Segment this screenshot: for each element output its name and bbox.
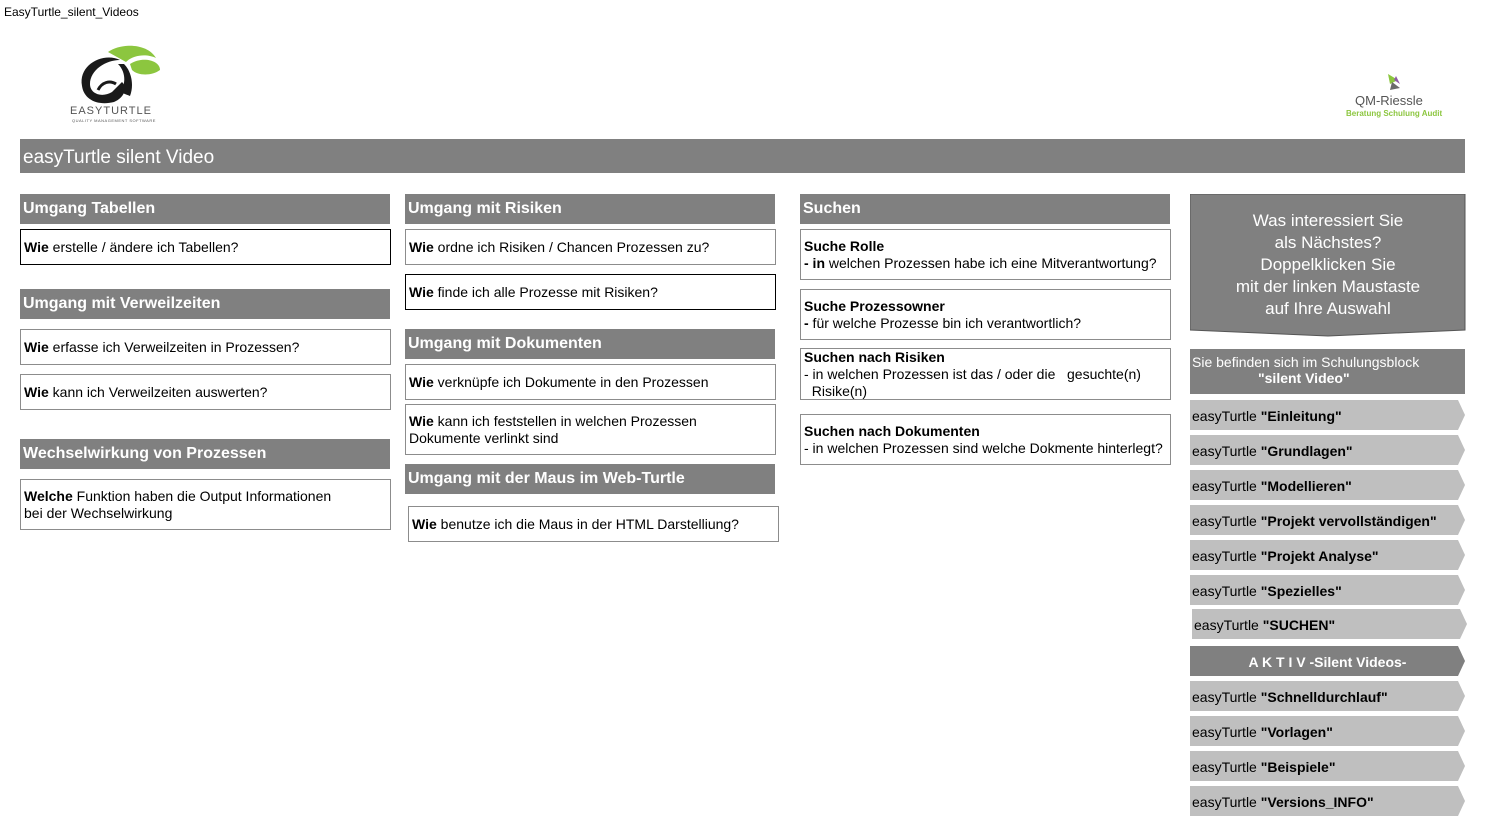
nav-item-prefix: easyTurtle — [1192, 794, 1261, 810]
question-text: verknüpfe ich Dokumente in den Prozessen — [433, 373, 709, 390]
callout-line4: mit der linken Maustaste — [1235, 277, 1421, 296]
nav-item-prefix: easyTurtle — [1192, 478, 1261, 494]
nav-item-title: "Projekt Analyse" — [1260, 548, 1379, 564]
nav-item-prefix: easyTurtle — [1192, 513, 1261, 529]
video-link-maus[interactable] — [408, 506, 779, 542]
video-link-suchen-risiken[interactable] — [800, 348, 1171, 400]
easyturtle-logo-tagline: QUALITY MANAGEMENT SOFTWARE — [72, 118, 156, 123]
current-block-name: "silent Video" — [1258, 370, 1350, 386]
callout-box — [1190, 194, 1466, 337]
nav-item-title: "Schnelldurchlauf" — [1260, 689, 1388, 705]
video-link-dokumente-verknuepfen[interactable] — [405, 364, 776, 400]
nav-item-label — [1190, 540, 1465, 564]
section-umgang-tabellen: Umgang Tabellen — [20, 194, 390, 224]
nav-item-label — [1190, 400, 1465, 424]
nav-item-label — [1190, 751, 1465, 775]
nav-item-title: "Projekt vervollständigen" — [1260, 513, 1437, 529]
question-text: kann ich feststellen in welchen Prozessen — [433, 412, 697, 429]
nav-item-title: "Modellieren" — [1260, 478, 1352, 494]
nav-item-title: "Grundlagen" — [1260, 443, 1353, 459]
video-link-wechselwirkung[interactable] — [20, 479, 391, 530]
nav-item-title: "Versions_INFO" — [1260, 794, 1374, 810]
question-word: Wie — [24, 238, 49, 255]
nav-item-prefix: easyTurtle — [1192, 548, 1261, 564]
question-text: - in welchen Prozessen sind welche Dokmente hinterlegt? — [804, 439, 1163, 456]
easyturtle-logo-text: EASYTURTLE — [70, 105, 152, 117]
question-word: Wie — [409, 238, 434, 255]
question-text: finde ich alle Prozesse mit Risiken? — [433, 283, 658, 300]
nav-einleitung[interactable] — [1190, 400, 1465, 430]
window-title: EasyTurtle_silent_Videos — [4, 5, 139, 19]
video-link-dokumente-feststellen[interactable] — [405, 404, 776, 455]
question-word: Wie — [409, 412, 434, 429]
search-heading: Suche Rolle — [804, 237, 885, 254]
question-text: für welche Prozesse bin ich verantwortlich? — [808, 314, 1082, 331]
nav-item-prefix: easyTurtle — [1192, 689, 1261, 705]
nav-item-label — [1190, 470, 1465, 494]
question-word: - in — [804, 254, 825, 271]
section-umgang-dokumenten: Umgang mit Dokumenten — [405, 329, 775, 359]
current-block-text: Sie befinden sich im Schulungsblock — [1192, 354, 1420, 370]
page-title-banner: easyTurtle silent Video — [20, 139, 1465, 173]
qm-logo-tagline: Beratung Schulung Audit — [1346, 109, 1443, 118]
nav-item-prefix: easyTurtle — [1192, 583, 1261, 599]
video-link-risiken-finden[interactable] — [405, 274, 776, 310]
question-word: Wie — [24, 338, 49, 355]
nav-item-prefix: easyTurtle — [1192, 408, 1261, 424]
section-umgang-maus: Umgang mit der Maus im Web-Turtle — [405, 464, 775, 494]
question-word: Wie — [24, 383, 49, 400]
question-text: Funktion haben die Output Informationen — [72, 487, 332, 504]
nav-projekt-analyse[interactable] — [1190, 540, 1465, 570]
video-link-verweilzeiten-erfassen[interactable] — [20, 329, 391, 365]
video-link-risiken-zuordnen[interactable] — [405, 229, 776, 265]
nav-item-title: "Einleitung" — [1260, 408, 1342, 424]
question-word: - — [804, 314, 809, 331]
question-text: erfasse ich Verweilzeiten in Prozessen? — [48, 338, 300, 355]
question-text: erstelle / ändere ich Tabellen? — [48, 238, 239, 255]
section-suchen: Suchen — [800, 194, 1170, 224]
nav-versions-info[interactable] — [1190, 786, 1465, 816]
question-word: Wie — [412, 515, 437, 532]
search-heading: Suche Prozessowner — [804, 297, 945, 314]
nav-item-prefix: easyTurtle — [1192, 759, 1261, 775]
qm-riessle-logo — [1344, 70, 1444, 120]
search-heading: Suchen nach Dokumenten — [804, 422, 980, 439]
nav-grundlagen[interactable] — [1190, 435, 1465, 465]
nav-aktiv-silent-videos[interactable] — [1190, 646, 1465, 676]
callout-line3: Doppelklicken Sie — [1260, 255, 1396, 274]
nav-suchen[interactable] — [1192, 609, 1467, 639]
nav-schnelldurchlauf[interactable] — [1190, 681, 1465, 711]
video-link-tabellen[interactable] — [20, 229, 391, 265]
easyturtle-logo — [68, 42, 168, 126]
question-text-line2: bei der Wechselwirkung — [24, 504, 173, 521]
section-umgang-risiken: Umgang mit Risiken — [405, 194, 775, 224]
nav-item-title: "Vorlagen" — [1260, 724, 1333, 740]
question-text: welchen Prozessen habe ich eine Mitverantwortung? — [825, 254, 1157, 271]
nav-item-title: "SUCHEN" — [1262, 617, 1336, 633]
video-link-suche-prozessowner[interactable] — [800, 289, 1171, 340]
question-text-line2: Risike(n) — [804, 382, 868, 399]
callout-line5: auf Ihre Auswahl — [1265, 299, 1391, 318]
nav-aktiv-label: A K T I V -Silent Videos- — [1248, 654, 1407, 670]
question-text-line2: Dokumente verlinkt sind — [409, 429, 559, 446]
question-word: Wie — [409, 373, 434, 390]
nav-item-label — [1190, 435, 1465, 459]
nav-item-prefix: easyTurtle — [1194, 617, 1263, 633]
nav-item-prefix: easyTurtle — [1192, 724, 1261, 740]
nav-spezielles[interactable] — [1190, 575, 1465, 605]
question-text: - in welchen Prozessen ist das / oder die gesuchte(n) — [804, 365, 1141, 382]
video-link-verweilzeiten-auswerten[interactable] — [20, 374, 391, 410]
nav-item-title: "Spezielles" — [1260, 583, 1342, 599]
nav-item-label — [1190, 716, 1465, 740]
qm-logo-icon — [1384, 72, 1404, 92]
callout-line2: als Nächstes? — [1274, 233, 1382, 252]
nav-item-prefix: easyTurtle — [1192, 443, 1261, 459]
nav-vorlagen[interactable] — [1190, 716, 1465, 746]
section-wechselwirkung: Wechselwirkung von Prozessen — [20, 439, 390, 469]
nav-item-label — [1190, 786, 1465, 810]
question-text: benutze ich die Maus in der HTML Darstelliung? — [436, 515, 739, 532]
nav-beispiele[interactable] — [1190, 751, 1465, 781]
nav-item-label — [1192, 609, 1467, 633]
nav-modellieren[interactable] — [1190, 470, 1465, 500]
section-umgang-verweilzeiten: Umgang mit Verweilzeiten — [20, 289, 390, 319]
callout-line1: Was interessiert Sie — [1252, 211, 1404, 230]
question-text: ordne ich Risiken / Chancen Prozessen zu? — [433, 238, 710, 255]
current-block-info — [1190, 349, 1465, 394]
qm-logo-text: QM-Riessle — [1355, 93, 1423, 108]
nav-item-label — [1190, 505, 1465, 529]
video-link-suche-rolle[interactable] — [800, 229, 1171, 280]
question-word: Wie — [409, 283, 434, 300]
video-link-suchen-dokumente[interactable] — [800, 414, 1171, 465]
question-text: kann ich Verweilzeiten auswerten? — [48, 383, 268, 400]
nav-item-title: "Beispiele" — [1260, 759, 1336, 775]
question-word: Welche — [24, 487, 73, 504]
nav-item-label — [1190, 681, 1465, 705]
search-heading: Suchen nach Risiken — [804, 348, 945, 365]
nav-item-label — [1190, 575, 1465, 599]
nav-projekt-vervollstaendigen[interactable] — [1190, 505, 1465, 535]
